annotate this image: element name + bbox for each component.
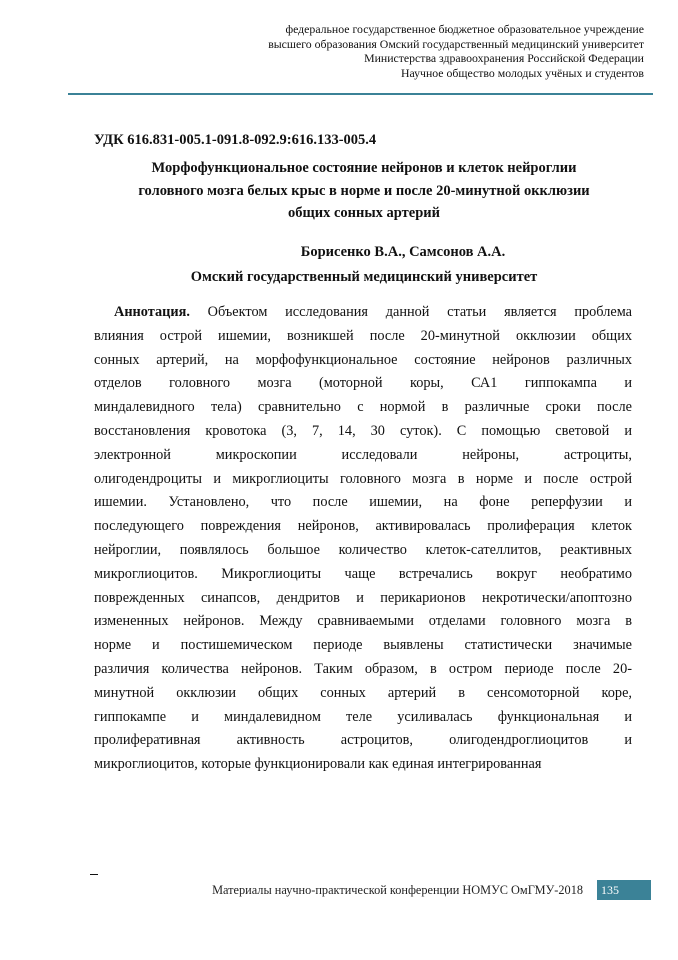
abstract-line: [94, 301, 632, 325]
abstract-line: пролиферативная активность астроцитов, олигодендроглиоцитов и: [94, 732, 632, 749]
abstract-line: олигодендроциты и микроглиоциты головного мозга в норме и после острой: [94, 470, 632, 487]
page-number: 135: [597, 880, 651, 900]
abstract-line: ишемии. Установлено, что после ишемии, на фоне реперфузии и: [94, 494, 632, 511]
abstract-line: поврежденных синапсов, дендритов и перикарионов некротически/апоптозно: [94, 589, 632, 606]
abstract-line: измененных нейронов. Между сравниваемыми отделами головного мозга в: [94, 613, 632, 630]
abstract-line: сонных артерий, на морфофункциональное состояние нейронов различных: [94, 351, 632, 368]
footer-mark: [90, 874, 98, 875]
footer-conference: Материалы научно-практической конференции НОМУС ОмГМУ-2018: [212, 883, 583, 897]
abstract-line: электронной микроскопии исследовали нейроны, астроциты,: [94, 446, 632, 463]
institution-header: [84, 22, 644, 80]
header-line: федеральное государственное бюджетное образовательное учреждение: [285, 22, 644, 36]
author-affiliation: Омский государственный медицинский университет: [190, 269, 538, 285]
udk-code: УДК 616.831-005.1-091.8-092.9:616.133-005.4: [94, 132, 377, 148]
abstract-line: микроглиоцитов, которые функционировали как единая интегрированная: [94, 756, 542, 773]
abstract-line: минутной окклюзии общих сонных артерий в сенсомоторной коре,: [94, 684, 632, 701]
abstract-line: восстановления кровотока (3, 7, 14, 30 суток). С помощью световой и: [94, 422, 632, 439]
abstract-line: миндалевидного тела) сравнительно с нормой в различные сроки после: [94, 399, 632, 416]
title-line: Морфофункциональное состояние нейронов и клеток нейроглии: [151, 160, 577, 176]
header-line: Научное общество молодых учёных и студентов: [400, 65, 644, 80]
abstract-line: микроглиоцитов. Микроглиоциты чаще встречались вокруг необратимо: [94, 565, 632, 582]
header-line: высшего образования Омский государственный медицинский университет: [268, 36, 644, 51]
header-line: Министерства здравоохранения Российской Федерации: [364, 51, 644, 66]
title-line: головного мозга белых крыс в норме и после 20-минутной окклюзии: [138, 182, 590, 199]
abstract-line: гиппокампе и миндалевидном теле усиливалась функциональная и: [94, 708, 632, 725]
abstract: [94, 301, 632, 777]
article-authors: Борисенко В.А., Самсонов А.А.: [300, 244, 506, 260]
abstract-line: последующего повреждения нейронов, активировалась пролиферация клеток: [94, 518, 632, 535]
abstract-line: различия количества нейронов. Таким образом, в остром периоде после 20-: [94, 660, 632, 677]
abstract-line: норме и постишемическом периоде выявлены статистически значимые: [94, 637, 632, 654]
title-line: общих сонных артерий: [287, 205, 441, 221]
abstract-line: отделов головного мозга (моторной коры, СА1 гиппокампа и: [94, 375, 632, 392]
abstract-label: Аннотация.: [114, 304, 190, 320]
article-title: [94, 157, 634, 225]
abstract-text: Объектом исследования данной статьи является проблема: [207, 304, 632, 320]
header-divider: [68, 93, 653, 95]
abstract-line: влияния острой ишемии, возникшей после 20-минутной окклюзии общих: [94, 327, 632, 344]
abstract-line: нейроглии, появлялось большое количество клеток-сателлитов, реактивных: [94, 541, 632, 558]
